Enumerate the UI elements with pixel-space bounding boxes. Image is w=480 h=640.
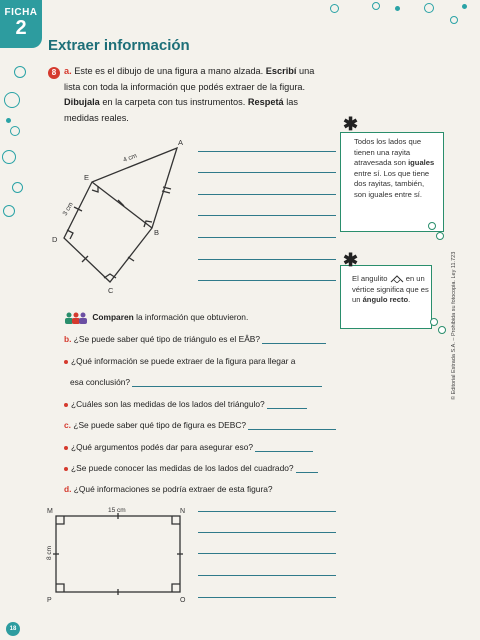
measure-de: 3 cm [61,201,75,217]
question-c [64,420,336,430]
group-people-icon [64,312,88,324]
rectangle-mnop [56,516,180,592]
page-title: Extraer información [48,37,190,54]
bullet [64,467,68,471]
decorative-bubble [372,2,380,10]
vertex-label-p: P [47,597,52,604]
instruction-bold: Respetá [247,97,284,107]
question-b-followup [64,356,295,366]
right-angle-p [56,584,64,592]
measure-top: 15 cm [108,507,126,514]
answer-line[interactable] [296,471,318,473]
tip-note-right-angle [340,265,432,329]
vertex-label-m: M [47,508,53,515]
question-letter: b. [64,334,72,344]
decorative-bubble [12,182,23,193]
vertex-label-c: C [108,286,114,295]
right-angle-b [144,221,152,227]
question-letter: d. [64,484,72,494]
asterisk-icon: ✱ [343,250,359,270]
question-c-arguments [64,442,313,452]
decorative-dot [6,118,11,123]
right-angle-o [172,584,180,592]
note-ring-decoration [430,318,438,326]
tip-text [354,137,438,200]
question-text: ¿Se puede saber qué tipo de figura es DEBC? [73,420,247,430]
instruction-text: una lista con toda la información que podés extraer de la figura. [64,66,315,92]
answer-line[interactable] [198,597,336,598]
tick-cb [128,257,134,261]
decorative-dot [395,6,400,11]
tip-text [352,274,430,306]
answer-line[interactable] [198,259,336,260]
answer-line[interactable] [198,575,336,576]
right-angle-n [172,516,180,524]
rectangle-figure [42,502,192,604]
answer-line[interactable] [262,342,326,344]
question-c-square [64,463,318,473]
ficha-tab [0,0,42,48]
vertex-label-a: A [178,138,184,147]
tip-text-bold: iguales [408,158,435,167]
tip-text-part: entre sí. Los que tiene dos rayitas, también, son iguales entre sí. [354,168,430,199]
tip-note-equal-sides [340,132,444,232]
question-d [64,484,273,494]
question-text: ¿Se puede conocer las medidas de los lados del cuadrado? [71,463,294,473]
right-angle-icon [390,275,404,283]
tip-text-part: . [408,295,411,304]
answer-line[interactable] [267,407,307,409]
question-letter: c. [64,420,71,430]
question-text: ¿Qué informaciones se podría extraer de esta figura? [73,484,273,494]
decorative-bubble [4,92,20,108]
decorative-bubble [330,4,339,13]
question-text: esa conclusión? [70,377,131,387]
question-b [64,334,326,344]
vertex-label-e: E [84,173,90,182]
vertex-label-n: N [180,508,186,515]
right-angle-m [56,516,64,524]
instruction-text: Este es el dibujo de una figura a mano alzada. [74,66,264,76]
bullet [64,360,68,364]
answer-line[interactable] [198,194,336,195]
answer-line[interactable] [198,215,336,216]
answer-line[interactable] [198,280,336,281]
question-b-followup-cont [70,377,322,387]
answer-line[interactable] [198,553,336,554]
question-text: ¿Qué información se puede extraer de la figura para llegar a [71,356,296,366]
compare-bold: Comparen [92,312,134,323]
decorative-bubble [450,16,458,24]
question-b-sides [64,399,307,409]
bullet [64,446,68,450]
question-text: ¿Cuáles son las medidas de los lados del triángulo? [71,399,265,409]
instruction-bold: Escribí [265,66,297,76]
note-ring-decoration [436,232,444,240]
note-ring-decoration [438,326,446,334]
copyright-notice: © Editorial Estrada S.A. – Prohibida su fotocopia. Ley 11.723 [451,251,457,400]
vertex-label-d: D [52,235,58,244]
measure-left: 8 cm [46,545,53,560]
decorative-bubble [424,3,434,13]
instruction-bold: Dibujala [64,97,100,107]
answer-line[interactable] [198,237,336,238]
decorative-bubble [3,205,15,217]
exercise-number-badge: 8 [48,67,60,79]
tip-text-part: Todos los lados que tienen una rayita atravesada son [354,137,422,167]
tip-text-part: El angulito [352,274,388,283]
compare-instruction [64,312,248,324]
instruction-text: en la carpeta con tus instrumentos. [102,97,246,107]
answer-line[interactable] [198,151,336,152]
answer-line[interactable] [198,532,336,533]
part-letter: a. [64,66,72,76]
answer-line[interactable] [198,511,336,512]
measure-ea: 4 cm [122,152,138,164]
decorative-bubble [2,150,16,164]
figure-outline [61,148,177,282]
decorative-dot [462,4,467,9]
decorative-bubble [14,66,26,78]
compare-text: la información que obtuvieron. [136,312,249,323]
segment-eb [92,182,152,228]
asterisk-icon: ✱ [343,114,359,134]
instruction-text: las medidas reales. [64,97,298,123]
answer-line[interactable] [255,450,313,452]
question-text: ¿Qué argumentos podés dar para asegurar eso? [71,442,254,452]
page-number: 18 [6,622,20,636]
ficha-label: FICHA [4,7,38,18]
bullet [64,403,68,407]
exercise-instructions [64,64,326,126]
note-ring-decoration [428,222,436,230]
freehand-figure [40,130,200,295]
question-text: ¿Se puede saber qué tipo de triángulo es el EÂB? [73,334,261,344]
right-angle-e [92,186,98,192]
ficha-number: 2 [15,17,27,39]
answer-line[interactable] [248,428,336,430]
answer-line[interactable] [132,385,322,387]
answer-line[interactable] [198,172,336,173]
vertex-label-o: O [180,597,186,604]
tip-text-bold: ángulo recto [362,295,409,304]
vertex-label-b: B [154,228,160,237]
tip-text-part: en un vértice significa que es un [352,274,429,304]
decorative-bubble [10,126,20,136]
